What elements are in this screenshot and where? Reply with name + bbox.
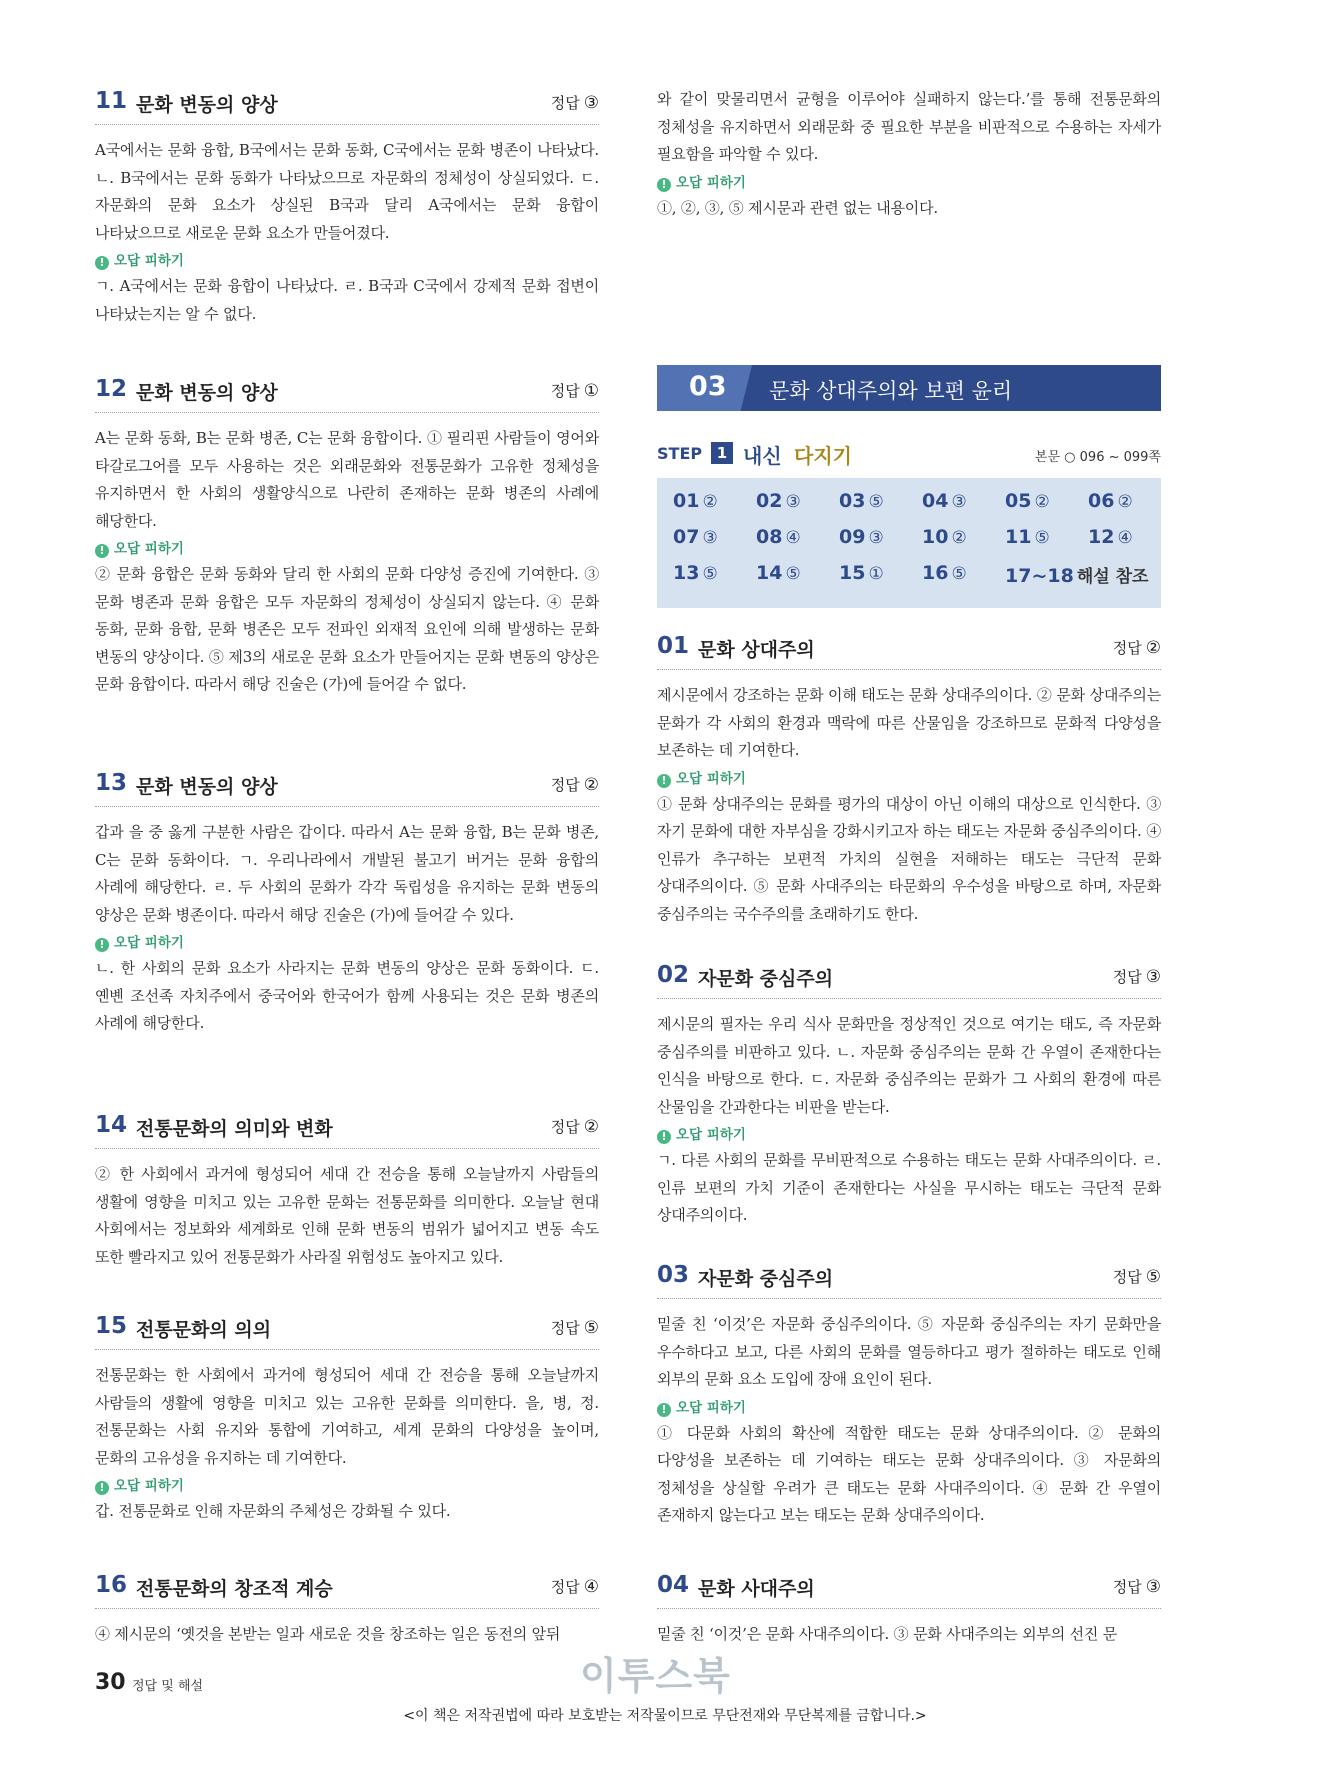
answer-value: ⑤ — [583, 1318, 599, 1338]
unit-header — [657, 365, 1161, 411]
answer-grid-cell — [1005, 526, 1050, 548]
grid-answer: ① — [868, 564, 884, 584]
grid-answer: ⑤ — [1034, 528, 1050, 548]
grid-question-number: 09 — [839, 526, 866, 548]
question-title: 전통문화의 창조적 계승 — [136, 1578, 333, 1600]
answer-label: 정답 ⑤ — [550, 1318, 599, 1338]
question-number: 14 — [95, 1112, 128, 1138]
tip-heading: ! 오답 피하기 — [95, 931, 599, 955]
question-r01 — [657, 633, 1161, 928]
grid-question-number: 08 — [756, 526, 783, 548]
grid-question-number: 07 — [673, 526, 700, 548]
answer-grid-cell — [756, 526, 801, 548]
answer-value: ③ — [1145, 1577, 1161, 1597]
explanation-text: 밑줄 친 ‘이것’은 문화 사대주의이다. ③ 문화 사대주의는 외부의 선진 문 — [657, 1625, 1118, 1643]
unit-number: 03 — [689, 371, 727, 402]
footer-label: 정답 및 해설 — [132, 1679, 204, 1694]
question-number: 13 — [95, 770, 128, 796]
answer-grid-cell — [673, 526, 718, 548]
question-13 — [95, 770, 599, 1038]
answer-label: 정답 ② — [550, 1117, 599, 1137]
question-header — [657, 962, 1161, 999]
answer-value: ② — [1145, 638, 1161, 658]
question-header — [95, 1112, 599, 1149]
answer-grid-cell — [673, 562, 718, 584]
answer-value: ④ — [583, 1577, 599, 1597]
question-16 — [95, 1572, 599, 1649]
tip-text: ①, ②, ③, ⑤ 제시문과 관련 없는 내용이다. — [657, 198, 938, 217]
answer-value: ② — [583, 775, 599, 795]
tip-heading: ! 오답 피하기 — [95, 249, 599, 273]
question-r02 — [657, 962, 1161, 1230]
answer-grid-cell — [922, 490, 967, 512]
tip-text: ① 다문화 사회의 확산에 적합한 태도는 문화 상대주의이다. ② 문화의 다양성을 보존하는 데 기여하는 태도는 문화 상대주의이다. ③ 자문화의 정체성을 상실할 우려가 큰 태도는 문화 사대주의이다. ④ 문화 간 우열이 존재하지 않는다고 보는 태도는 문화 상대주의이다. — [657, 1423, 1161, 1524]
question-number: 04 — [657, 1572, 690, 1598]
tip-heading: ! 오답 피하기 — [95, 537, 599, 561]
question-header — [95, 376, 599, 413]
grid-question-number: 12 — [1088, 526, 1115, 548]
answer-grid — [657, 478, 1161, 608]
tip-heading: ! 오답 피하기 — [657, 767, 1161, 791]
exclamation-icon: ! — [95, 938, 109, 952]
question-15 — [95, 1313, 599, 1526]
grid-question-number: 15 — [839, 562, 866, 584]
grid-question-number: 03 — [839, 490, 866, 512]
tip-text: 갑. 전통문화로 인해 자문화의 주체성은 강화될 수 있다. — [95, 1502, 451, 1520]
step-number: 1 — [711, 442, 733, 464]
question-number: 11 — [95, 88, 128, 114]
answer-label: 정답 ⑤ — [1112, 1267, 1161, 1287]
grid-question-number: 17~18 — [1005, 565, 1074, 587]
question-number: 15 — [95, 1313, 128, 1339]
answer-label: 정답 ② — [1112, 638, 1161, 658]
grid-question-number: 13 — [673, 562, 700, 584]
question-title: 전통문화의 의미와 변화 — [136, 1118, 333, 1140]
grid-answer: ② — [951, 528, 967, 548]
exclamation-icon: ! — [657, 774, 671, 788]
exclamation-icon: ! — [657, 1130, 671, 1144]
exclamation-icon: ! — [95, 256, 109, 270]
question-title: 문화 상대주의 — [698, 639, 815, 661]
exclamation-icon: ! — [95, 1481, 109, 1495]
question-header — [657, 1572, 1161, 1609]
publisher-watermark: 이투스북 — [580, 1654, 731, 1698]
answer-label: 정답 ③ — [550, 93, 599, 113]
answer-label: 정답 ③ — [1112, 967, 1161, 987]
exclamation-icon: ! — [95, 544, 109, 558]
question-title: 문화 변동의 양상 — [136, 382, 278, 404]
grid-answer: ③ — [951, 492, 967, 512]
grid-question-number: 06 — [1088, 490, 1115, 512]
grid-question-number: 16 — [922, 562, 949, 584]
grid-answer: ③ — [868, 528, 884, 548]
answer-grid-cell — [1005, 562, 1148, 587]
grid-answer: ⑤ — [868, 492, 884, 512]
answer-grid-cell — [839, 526, 884, 548]
answer-value: ③ — [1145, 967, 1161, 987]
grid-answer: ④ — [1117, 528, 1133, 548]
grid-question-number: 05 — [1005, 490, 1032, 512]
question-r04 — [657, 1572, 1161, 1649]
step-title-b: 다지기 — [794, 444, 852, 468]
answer-grid-cell — [1088, 526, 1133, 548]
question-11 — [95, 88, 599, 328]
question-16-continued — [657, 86, 1161, 222]
answer-label: 정답 ④ — [550, 1577, 599, 1597]
question-header — [95, 88, 599, 125]
page-reference: 본문 ○ 096 ~ 099쪽 — [1034, 450, 1161, 465]
grid-answer: ⑤ — [951, 564, 967, 584]
answer-label: 정답 ③ — [1112, 1577, 1161, 1597]
grid-answer: ④ — [785, 528, 801, 548]
answer-label: 정답 ① — [550, 381, 599, 401]
answer-label: 정답 ② — [550, 775, 599, 795]
answer-grid-cell — [673, 490, 718, 512]
tip-heading: ! 오답 피하기 — [657, 1396, 1161, 1420]
explanation-text: 제시문의 필자는 우리 식사 문화만을 정상적인 것으로 여기는 태도, 즉 자문화 중심주의를 비판하고 있다. ㄴ. 자문화 중심주의는 문화 간 우열이 존재한다는 인식을 바탕으로 한다. ㄷ. 자문화 중심주의는 문화가 그 사회의 환경에 따른 산물임을 간과한다는 비판을 받는다. — [657, 1015, 1161, 1116]
explanation-text: ④ 제시문의 ‘옛것을 본받는 일과 새로운 것을 창조하는 일은 동전의 앞뒤 — [95, 1625, 561, 1643]
step-word: STEP — [657, 444, 703, 463]
question-title: 문화 변동의 양상 — [136, 94, 278, 116]
tip-text: ㄴ. 한 사회의 문화 요소가 사라지는 문화 변동의 양상은 문화 동화이다. ㄷ. 옌볜 조선족 자치주에서 중국어와 한국어가 함께 사용되는 것은 문화 병존의 사례에 해당한다. — [95, 959, 599, 1032]
question-header — [95, 770, 599, 807]
question-14 — [95, 1112, 599, 1271]
question-title: 자문화 중심주의 — [698, 1268, 834, 1290]
question-number: 01 — [657, 633, 690, 659]
explanation-text: 밑줄 친 ‘이것’은 자문화 중심주의이다. ⑤ 자문화 중심주의는 자기 문화만을 우수하다고 보고, 다른 사회의 문화를 열등하다고 평가 절하하는 태도로 인해 외부의 문화 요소 도입에 장애 요인이 된다. — [657, 1315, 1161, 1388]
answer-grid-cell — [922, 562, 967, 584]
explanation-text: ② 한 사회에서 과거에 형성되어 세대 간 전승을 통해 오늘날까지 사람들의 생활에 영향을 미치고 있는 고유한 문화는 전통문화를 의미한다. 오늘날 현대 사회에서는 정보화와 세계화로 인해 문화 변동의 범위가 넓어지고 변동 속도 또한 빨라지고 있어 전통문화가 사라질 위험성도 높아지고 있다. — [95, 1165, 599, 1266]
explanation-text: A는 문화 동화, B는 문화 병존, C는 문화 융합이다. ① 필리핀 사람들이 영어와 타갈로그어를 모두 사용하는 것은 외래문화와 전통문화가 고유한 정체성을 유지하면서 한 사회의 생활양식으로 나란히 존재하는 문화 병존의 사례에 해당한다. — [95, 429, 599, 530]
grid-answer: ⑤ — [702, 564, 718, 584]
question-number: 02 — [657, 962, 690, 988]
grid-answer: ③ — [785, 492, 801, 512]
grid-question-number: 02 — [756, 490, 783, 512]
answer-value: ③ — [583, 93, 599, 113]
grid-question-number: 10 — [922, 526, 949, 548]
question-number: 12 — [95, 376, 128, 402]
question-header — [657, 1262, 1161, 1299]
answer-grid-cell — [756, 562, 801, 584]
grid-reference: 해설 참조 — [1076, 567, 1149, 587]
question-12 — [95, 376, 599, 699]
grid-answer: ② — [1117, 492, 1133, 512]
grid-answer: ② — [1034, 492, 1050, 512]
step-title-a: 내신 — [743, 444, 782, 468]
tip-text: ㄱ. A국에서는 문화 융합이 나타났다. ㄹ. B국과 C국에서 강제적 문화 접변이 나타났는지는 알 수 없다. — [95, 277, 599, 323]
tip-heading: ! 오답 피하기 — [657, 171, 1161, 195]
explanation-text: 와 같이 맞물리면서 균형을 이루어야 실패하지 않는다.’를 통해 전통문화의 정체성을 유지하면서 외래문화 중 필요한 부분을 비판적으로 수용하는 자세가 필요함을 파악할 수 있다. — [657, 90, 1161, 163]
grid-question-number: 11 — [1005, 526, 1032, 548]
answer-grid-cell — [756, 490, 801, 512]
copyright-notice: <이 책은 저작권법에 따라 보호받는 저작물이므로 무단전재와 무단복제를 금합니다.> — [403, 1708, 927, 1724]
grid-question-number: 14 — [756, 562, 783, 584]
answer-grid-cell — [922, 526, 967, 548]
question-title: 자문화 중심주의 — [698, 968, 834, 990]
tip-heading: ! 오답 피하기 — [657, 1123, 1161, 1147]
explanation-text: 갑과 을 중 옳게 구분한 사람은 갑이다. 따라서 A는 문화 융합, B는 문화 병존, C는 문화 동화이다. ㄱ. 우리나라에서 개발된 불고기 버거는 문화 융합의 사례에 해당한다. ㄹ. 두 사회의 문화가 각각 독립성을 유지하는 문화 변동의 양상은 문화 병존이다. 따라서 해당 진술은 (가)에 들어갈 수 있다. — [95, 823, 599, 924]
answer-value: ① — [583, 381, 599, 401]
exclamation-icon: ! — [657, 178, 671, 192]
question-r03 — [657, 1262, 1161, 1530]
question-header — [657, 633, 1161, 670]
tip-text: ㄱ. 다른 사회의 문화를 무비판적으로 수용하는 태도는 문화 사대주의이다. ㄹ. 인류 보편의 가치 기준이 존재한다는 사실을 무시하는 태도는 극단적 문화 상대주의이다. — [657, 1151, 1161, 1224]
answer-value: ② — [583, 1117, 599, 1137]
question-header — [95, 1313, 599, 1350]
explanation-text: A국에서는 문화 융합, B국에서는 문화 동화, C국에서는 문화 병존이 나타났다. ㄴ. B국에서는 문화 동화가 나타났으므로 자문화의 정체성이 상실되었다. ㄷ. 자문화의 문화 요소가 상실된 B국과 달리 A국에서는 문화 융합이 나타났으므로 새로운 문화 요소가 만들어졌다. — [95, 141, 599, 242]
question-header — [95, 1572, 599, 1609]
question-title: 전통문화의 의의 — [136, 1319, 272, 1341]
exclamation-icon: ! — [657, 1403, 671, 1417]
tip-heading: ! 오답 피하기 — [95, 1474, 599, 1498]
answer-grid-cell — [1005, 490, 1050, 512]
question-title: 문화 사대주의 — [698, 1578, 815, 1600]
grid-answer: ⑤ — [785, 564, 801, 584]
page-number: 30 — [95, 1670, 126, 1695]
tip-text: ① 문화 상대주의는 문화를 평가의 대상이 아닌 이해의 대상으로 인식한다. ③ 자기 문화에 대한 자부심을 강화시키고자 하는 태도는 자문화 중심주의이다. ④ 인류가 추구하는 보편적 가치의 실현을 저해하는 태도는 극단적 문화 상대주의이다. ⑤ 문화 사대주의는 타문화의 우수성을 바탕으로 하며, 자문화 중심주의는 국수주의를 초래하기도 한다. — [657, 794, 1161, 923]
step-heading — [657, 440, 1161, 470]
grid-question-number: 04 — [922, 490, 949, 512]
answer-grid-cell — [1088, 490, 1133, 512]
question-number: 16 — [95, 1572, 128, 1598]
question-title: 문화 변동의 양상 — [136, 776, 278, 798]
grid-answer: ③ — [702, 528, 718, 548]
unit-title: 문화 상대주의와 보편 윤리 — [769, 379, 1013, 403]
explanation-text: 전통문화는 한 사회에서 과거에 형성되어 세대 간 전승을 통해 오늘날까지 사람들의 생활에 영향을 미치고 있는 고유한 문화를 의미한다. 을, 병, 정. 전통문화는 사회 유지와 통합에 기여하고, 세계 문화의 다양성을 높이며, 문화의 고유성을 유지하는 데 기여한다. — [95, 1366, 599, 1467]
answer-value: ⑤ — [1145, 1267, 1161, 1287]
grid-answer: ② — [702, 492, 718, 512]
question-number: 03 — [657, 1262, 690, 1288]
tip-text: ② 문화 융합은 문화 동화와 달리 한 사회의 문화 다양성 증진에 기여한다. ③ 문화 병존과 문화 융합은 모두 자문화의 정체성이 상실되지 않는다. ④ 문화 동화, 문화 융합, 문화 병존은 모두 전파인 외재적 요인에 의해 발생하는 문화 변동의 양상이다. ⑤ 제3의 새로운 문화 요소가 만들어지는 문화 변동의 양상은 문화 융합이다. 따라서 해당 진술은 (가)에 들어갈 수 없다. — [95, 565, 599, 693]
grid-question-number: 01 — [673, 490, 700, 512]
answer-grid-cell — [839, 490, 884, 512]
explanation-text: 제시문에서 강조하는 문화 이해 태도는 문화 상대주의이다. ② 문화 상대주의는 문화가 각 사회의 환경과 맥락에 따른 산물임을 강조하므로 문화적 다양성을 보존하는 데 기여한다. — [657, 686, 1161, 759]
answer-grid-cell — [839, 562, 884, 584]
